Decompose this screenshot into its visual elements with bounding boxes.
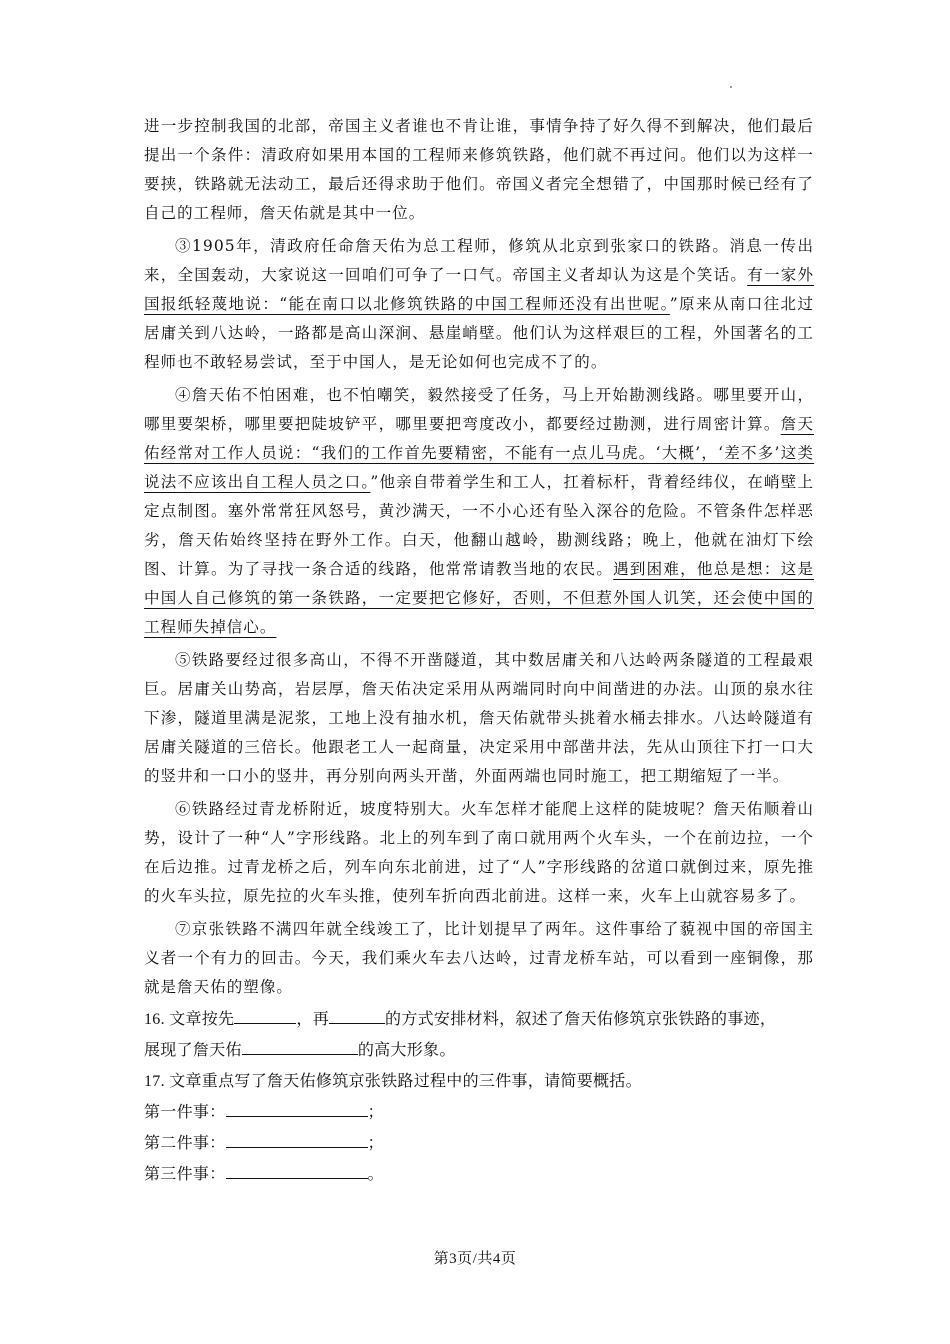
answer-blank-16c[interactable] (242, 1037, 358, 1055)
document-body (144, 112, 814, 1190)
answer-line-second: 第二件事： ； (144, 1128, 814, 1159)
scan-mark (730, 86, 732, 88)
question-17: 17. 文章重点写了詹天佑修筑京张铁路过程中的三件事，请简要概括。 (144, 1073, 642, 1090)
answer-line-third: 第三件事： 。 (144, 1159, 814, 1190)
paragraph-7: ⑦京张铁路不满四年就全线竣工了，比计划提早了两年。这件事给了藐视中国的帝国主义者一个有力的回击。今天，我们乘火车去八达岭，过青龙桥车站，可以看到一座铜像，那就是詹天佑的塑像。 (144, 920, 814, 996)
answer-blank-third[interactable] (226, 1161, 368, 1179)
underlined-sentence-3: 遇到困难，他总是想：这是中国人自己修筑的第一条铁路，一定要把它修好，否则，不但惹外国人讥笑，还会使中国的工程师失掉信心。 (144, 560, 814, 636)
paragraph-3: ③1905年，清政府任命詹天佑为总工程师，修筑从北京到张家口的铁路。消息一传出来，全国轰动，大家说这一回咱们可争了一口气。帝国主义者却认为这是个笑话。有一家外国报纸轻蔑地说：“能在南口以北修筑铁路的中国工程师还没有出世呢。”原来从南口往北过居庸关到八达岭，一路都是高山深涧、悬崖峭壁。他们认为这样艰巨的工程，外国著名的工程师也不敢轻易尝试，至于中国人，是无论如何也完成不了的。 (144, 237, 815, 371)
underlined-sentence-2: 詹天佑经常对工作人员说：“我们的工作首先要精密，不能有一点儿马虎。‘大概’，‘差不多’这类说法不应该出自工程人员之口。 (144, 415, 814, 491)
answer-blank-second[interactable] (226, 1130, 368, 1148)
answer-line-first: 第一件事： ； (144, 1097, 814, 1128)
answer-blank-first[interactable] (226, 1099, 368, 1117)
answer-blank-16b[interactable] (329, 1006, 385, 1024)
answer-blank-16a[interactable] (234, 1006, 296, 1024)
underlined-sentence-1: 有一家外国报纸轻蔑地说：“能在南口以北修筑铁路的中国工程师还没有出世呢。 (144, 266, 815, 313)
paragraph-continued: 进一步控制我国的北部，帝国主义者谁也不肯让谁，事情争持了好久得不到解决，他们最后提出一个条件：清政府如果用本国的工程师来修筑铁路，他们就不再过问。他们以为这样一要挟，铁路就无法动工，最后还得求助于他们。帝国义者完全想错了，中国那时候已经有了自己的工程师，詹天佑就是其中一位。 (144, 117, 814, 222)
paragraph-5: ⑤铁路要经过很多高山，不得不开凿隧道，其中数居庸关和八达岭两条隧道的工程最艰巨。居庸关山势高，岩层厚，詹天佑决定采用从两端同时向中间凿进的办法。山顶的泉水往下渗，隧道里满是泥浆，工地上没有抽水机，詹天佑就带头挑着水桶去排水。八达岭隧道有居庸关隧道的三倍长。他跟老工人一起商量，决定采用中部凿井法，先从山顶往下打一口大的竖井和一口小的竖井，再分别向两头开凿，外面两端也同时施工，把工期缩短了一半。 (144, 651, 814, 785)
page-footer: 第3页/共4页 (433, 1251, 517, 1267)
paragraph-6: ⑥铁路经过青龙桥附近，坡度特别大。火车怎样才能爬上这样的陡坡呢？詹天佑顺着山势，设计了一种“人”字形线路。北上的列车到了南口就用两个火车头，一个在前边拉，一个在后边推。过青龙桥之后，列车向东北前进，过了“人”字形线路的岔道口就倒过来，原先推的火车头拉，原先拉的火车头推，使列车折向西北前进。这样一来，火车上山就容易多了。 (144, 800, 814, 905)
question-16: 16. 文章按先 ，再 的方式安排材料，叙述了詹天佑修筑京张铁路的事迹， (144, 1004, 814, 1035)
question-16-continued: 展现了詹天佑 的高大形象。 (144, 1035, 814, 1066)
paragraph-4: ④詹天佑不怕困难，也不怕嘲笑，毅然接受了任务，马上开始勘测线路。哪里要开山，哪里要架桥，哪里要把陡坡铲平，哪里要把弯度改小，都要经过勘测，进行周密计算。詹天佑经常对工作人员说：“我们的工作首先要精密，不能有一点儿马虎。‘大概’，‘差不多’这类说法不应该出自工程人员之口。”他亲自带着学生和工人，扛着标杆，背着经纬仪，在峭壁上定点制图。塞外常常狂风怒号，黄沙满天，一不小心还有坠入深谷的危险。不管条件怎样恶劣，詹天佑始终坚持在野外工作。白天，他翻山越岭，勘测线路；晚上，他就在油灯下绘图、计算。为了寻找一条合适的线路，他常常请教当地的农民。遇到困难，他总是想：这是中国人自己修筑的第一条铁路，一定要把它修好，否则，不但惹外国人讥笑，还会使中国的工程师失掉信心。 (144, 386, 815, 636)
